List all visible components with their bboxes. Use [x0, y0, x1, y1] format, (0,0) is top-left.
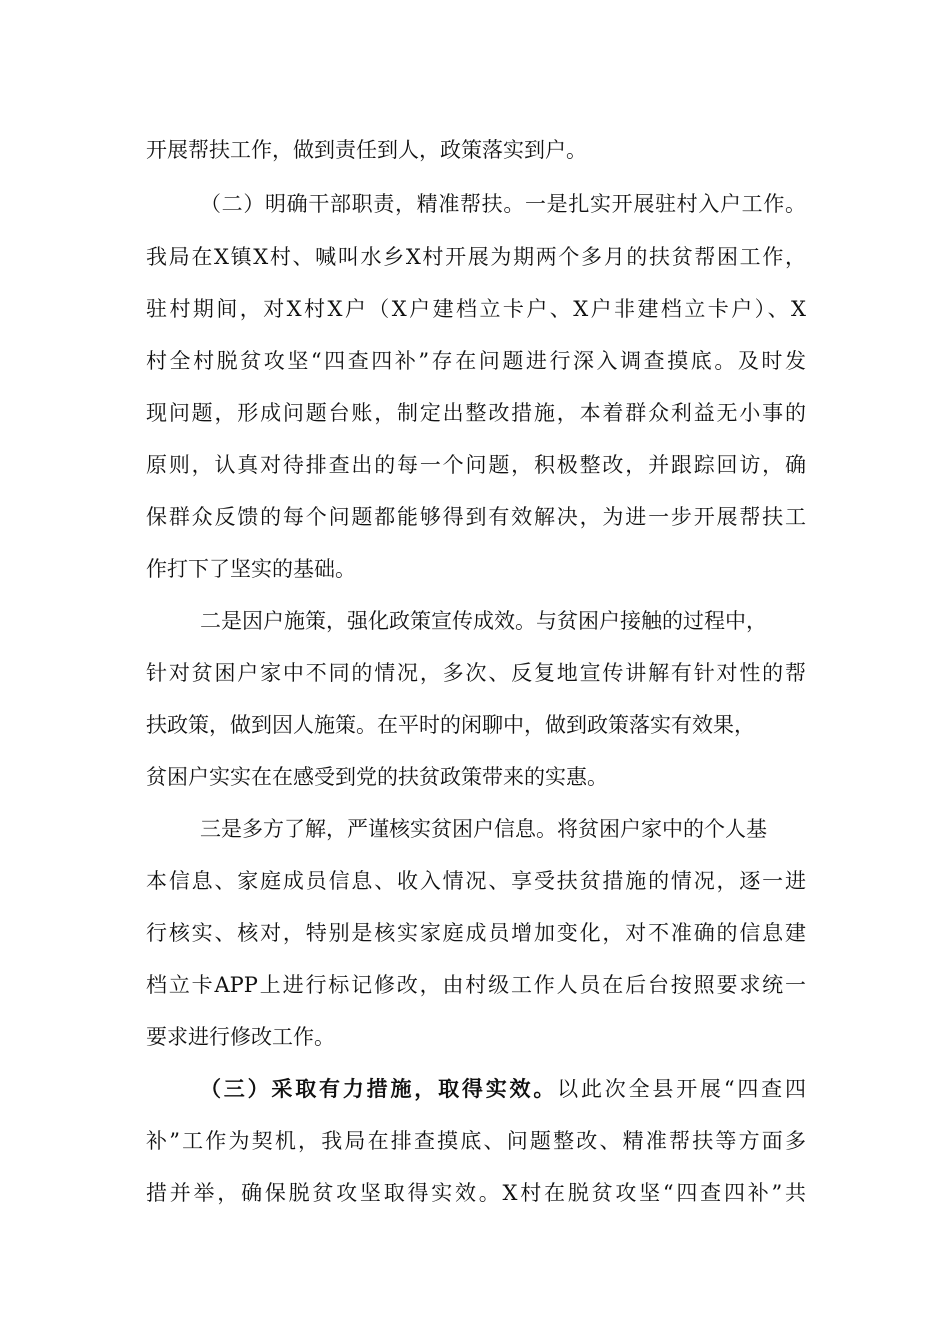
paragraph-line: 原则，认真对待排查出的每一个问题，积极整改，并跟踪回访，确	[146, 453, 806, 477]
paragraph-line: （二）明确干部职责，精准帮扶。一是扎实开展驻村入户工作。	[200, 192, 806, 216]
paragraph-line: 现问题，形成问题台账，制定出整改措施，本着群众利益无小事的	[146, 401, 806, 425]
paragraph-first-line	[200, 1074, 806, 1104]
paragraph-line: 贫困户实实在在感受到党的扶贫政策带来的实惠。	[146, 765, 608, 789]
paragraph-line: 保群众反馈的每个问题都能够得到有效解决，为进一步开展帮扶工	[146, 505, 806, 529]
paragraph-line: 村全村脱贫攻坚“四查四补”存在问题进行深入调查摸底。及时发	[146, 349, 806, 373]
paragraph-line: 三是多方了解，严谨核实贫困户信息。将贫困户家中的个人基	[200, 817, 767, 841]
paragraph-line: 行核实、核对，特别是核实家庭成员增加变化，对不准确的信息建	[146, 921, 806, 945]
paragraph-line: 扶政策，做到因人施策。在平时的闲聊中，做到政策落实有效果，	[146, 713, 755, 737]
paragraph-line: 开展帮扶工作，做到责任到人，政策落实到户。	[146, 138, 587, 162]
paragraph-line: 补”工作为契机，我局在排查摸底、问题整改、精准帮扶等方面多	[146, 1129, 806, 1153]
paragraph-line: 驻村期间，对X村X户（X户建档立卡户、X户非建档立卡户）、X	[146, 297, 806, 321]
paragraph-line: 针对贫困户家中不同的情况，多次、反复地宣传讲解有针对性的帮	[146, 661, 806, 685]
section-heading: （三）采取有力措施，取得实效。	[200, 1076, 558, 1101]
paragraph-line: 二是因户施策，强化政策宣传成效。与贫困户接触的过程中，	[200, 609, 767, 633]
paragraph-line: 作打下了坚实的基础。	[146, 557, 356, 581]
paragraph-text: 以此次全县开展“四查四	[557, 1077, 806, 1101]
paragraph-line: 档立卡APP上进行标记修改，由村级工作人员在后台按照要求统一	[146, 973, 806, 997]
paragraph-line: 要求进行修改工作。	[146, 1025, 335, 1049]
paragraph-line: 我局在X镇X村、喊叫水乡X村开展为期两个多月的扶贫帮困工作，	[146, 245, 806, 269]
paragraph-line: 措并举，确保脱贫攻坚取得实效。X村在脱贫攻坚“四查四补”共	[146, 1181, 806, 1205]
paragraph-line: 本信息、家庭成员信息、收入情况、享受扶贫措施的情况，逐一进	[146, 869, 806, 893]
